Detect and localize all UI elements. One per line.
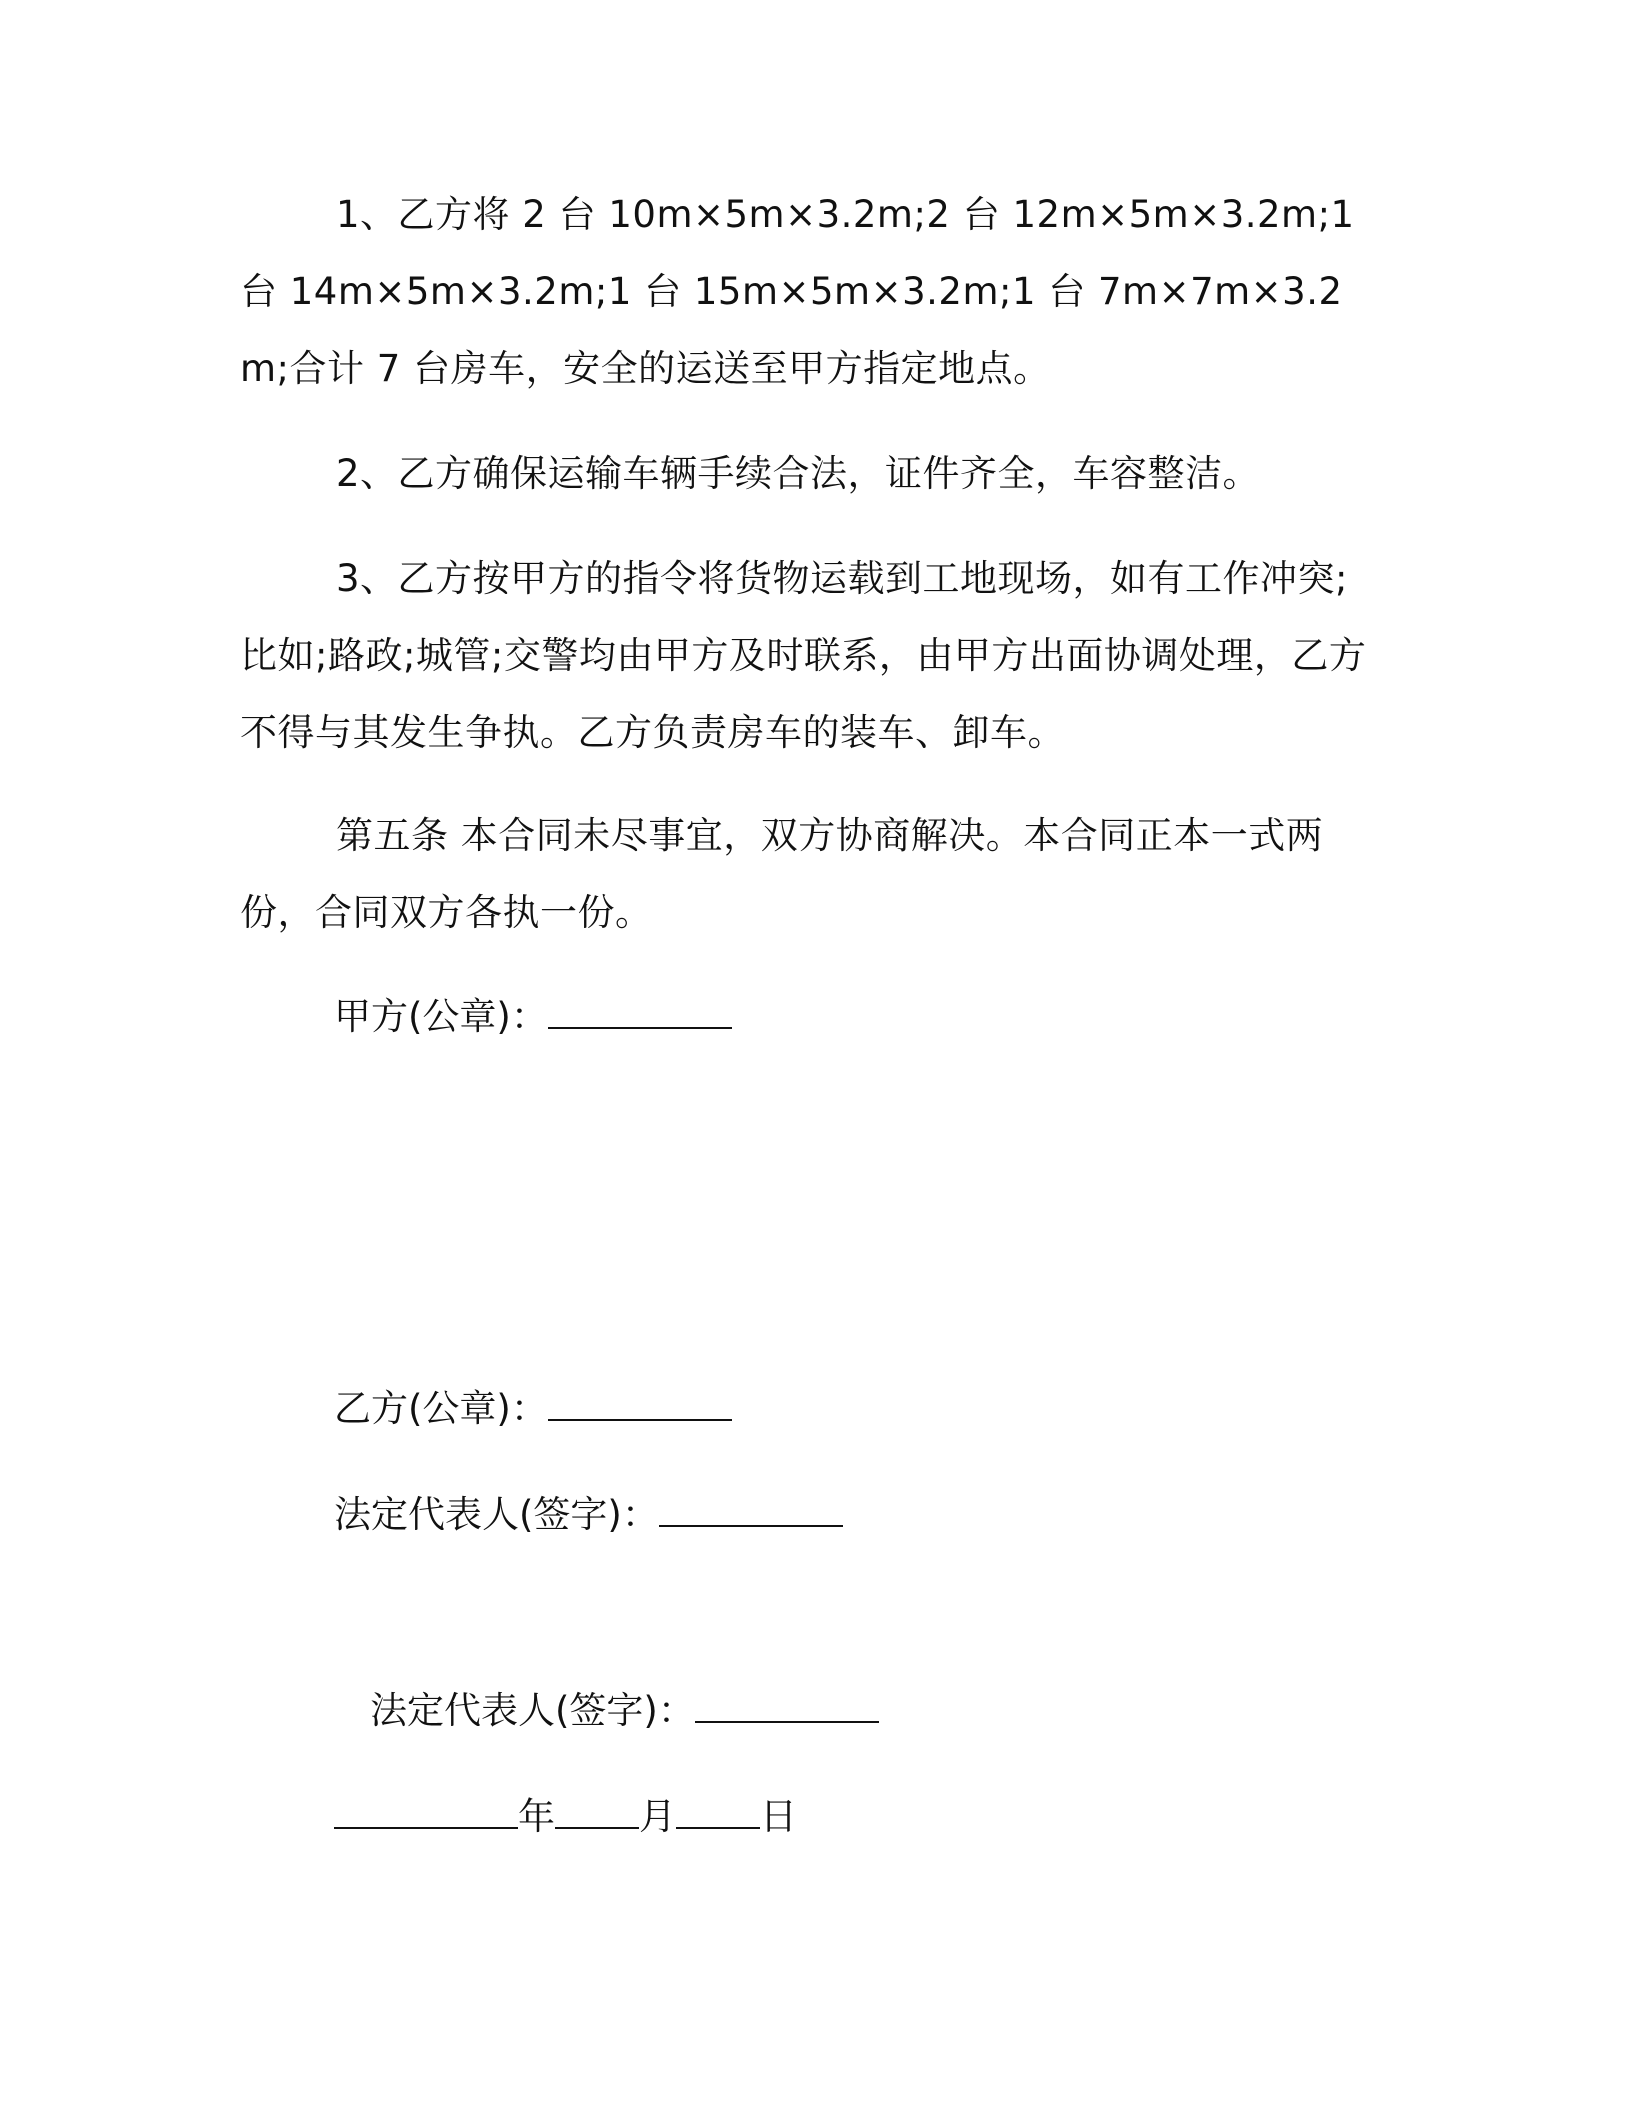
party-b-signature-line xyxy=(334,1370,732,1447)
legal-rep-b-blank[interactable] xyxy=(695,1691,879,1723)
legal-rep-b-label: 法定代表人(签字)： xyxy=(370,1689,695,1732)
clause-paragraph-article-5: 第五条 本合同未尽事宜，双方协商解决。本合同正本一式两份，合同双方各执一份。 xyxy=(240,814,1324,934)
year-blank[interactable] xyxy=(334,1797,518,1829)
legal-rep-b-signature-line xyxy=(370,1672,879,1749)
party-b-blank[interactable] xyxy=(548,1389,732,1421)
clause-paragraph-1: 1、乙方将 2 台 10m×5m×3.2m;2 台 12m×5m×3.2m;1 台 14m×5m×3.2m;1 台 15m×5m×3.2m;1 台 7m×7m×3.2m;合计 7 台房车，安全的运送至甲方指定地点。 xyxy=(240,193,1355,390)
clause-paragraph-3: 3、乙方按甲方的指令将货物运载到工地现场，如有工作冲突;比如;路政;城管;交警均由甲方及时联系，由甲方出面协调处理，乙方不得与其发生争执。乙方负责房车的装车、卸车。 xyxy=(240,557,1367,754)
clause-paragraph-2: 2、乙方确保运输车辆手续合法，证件齐全，车容整洁。 xyxy=(336,452,1261,495)
party-a-label: 甲方(公章)： xyxy=(334,995,548,1038)
month-blank[interactable] xyxy=(555,1797,639,1829)
legal-rep-a-label: 法定代表人(签字)： xyxy=(334,1493,659,1536)
legal-rep-a-signature-line xyxy=(334,1476,843,1553)
date-line xyxy=(334,1778,797,1855)
day-blank[interactable] xyxy=(676,1797,760,1829)
party-b-label: 乙方(公章)： xyxy=(334,1387,548,1430)
month-label: 月 xyxy=(639,1795,676,1838)
legal-rep-a-blank[interactable] xyxy=(659,1495,843,1527)
party-a-signature-line xyxy=(334,978,732,1055)
party-a-blank[interactable] xyxy=(548,997,732,1029)
day-label: 日 xyxy=(760,1795,797,1838)
year-label: 年 xyxy=(518,1795,555,1838)
